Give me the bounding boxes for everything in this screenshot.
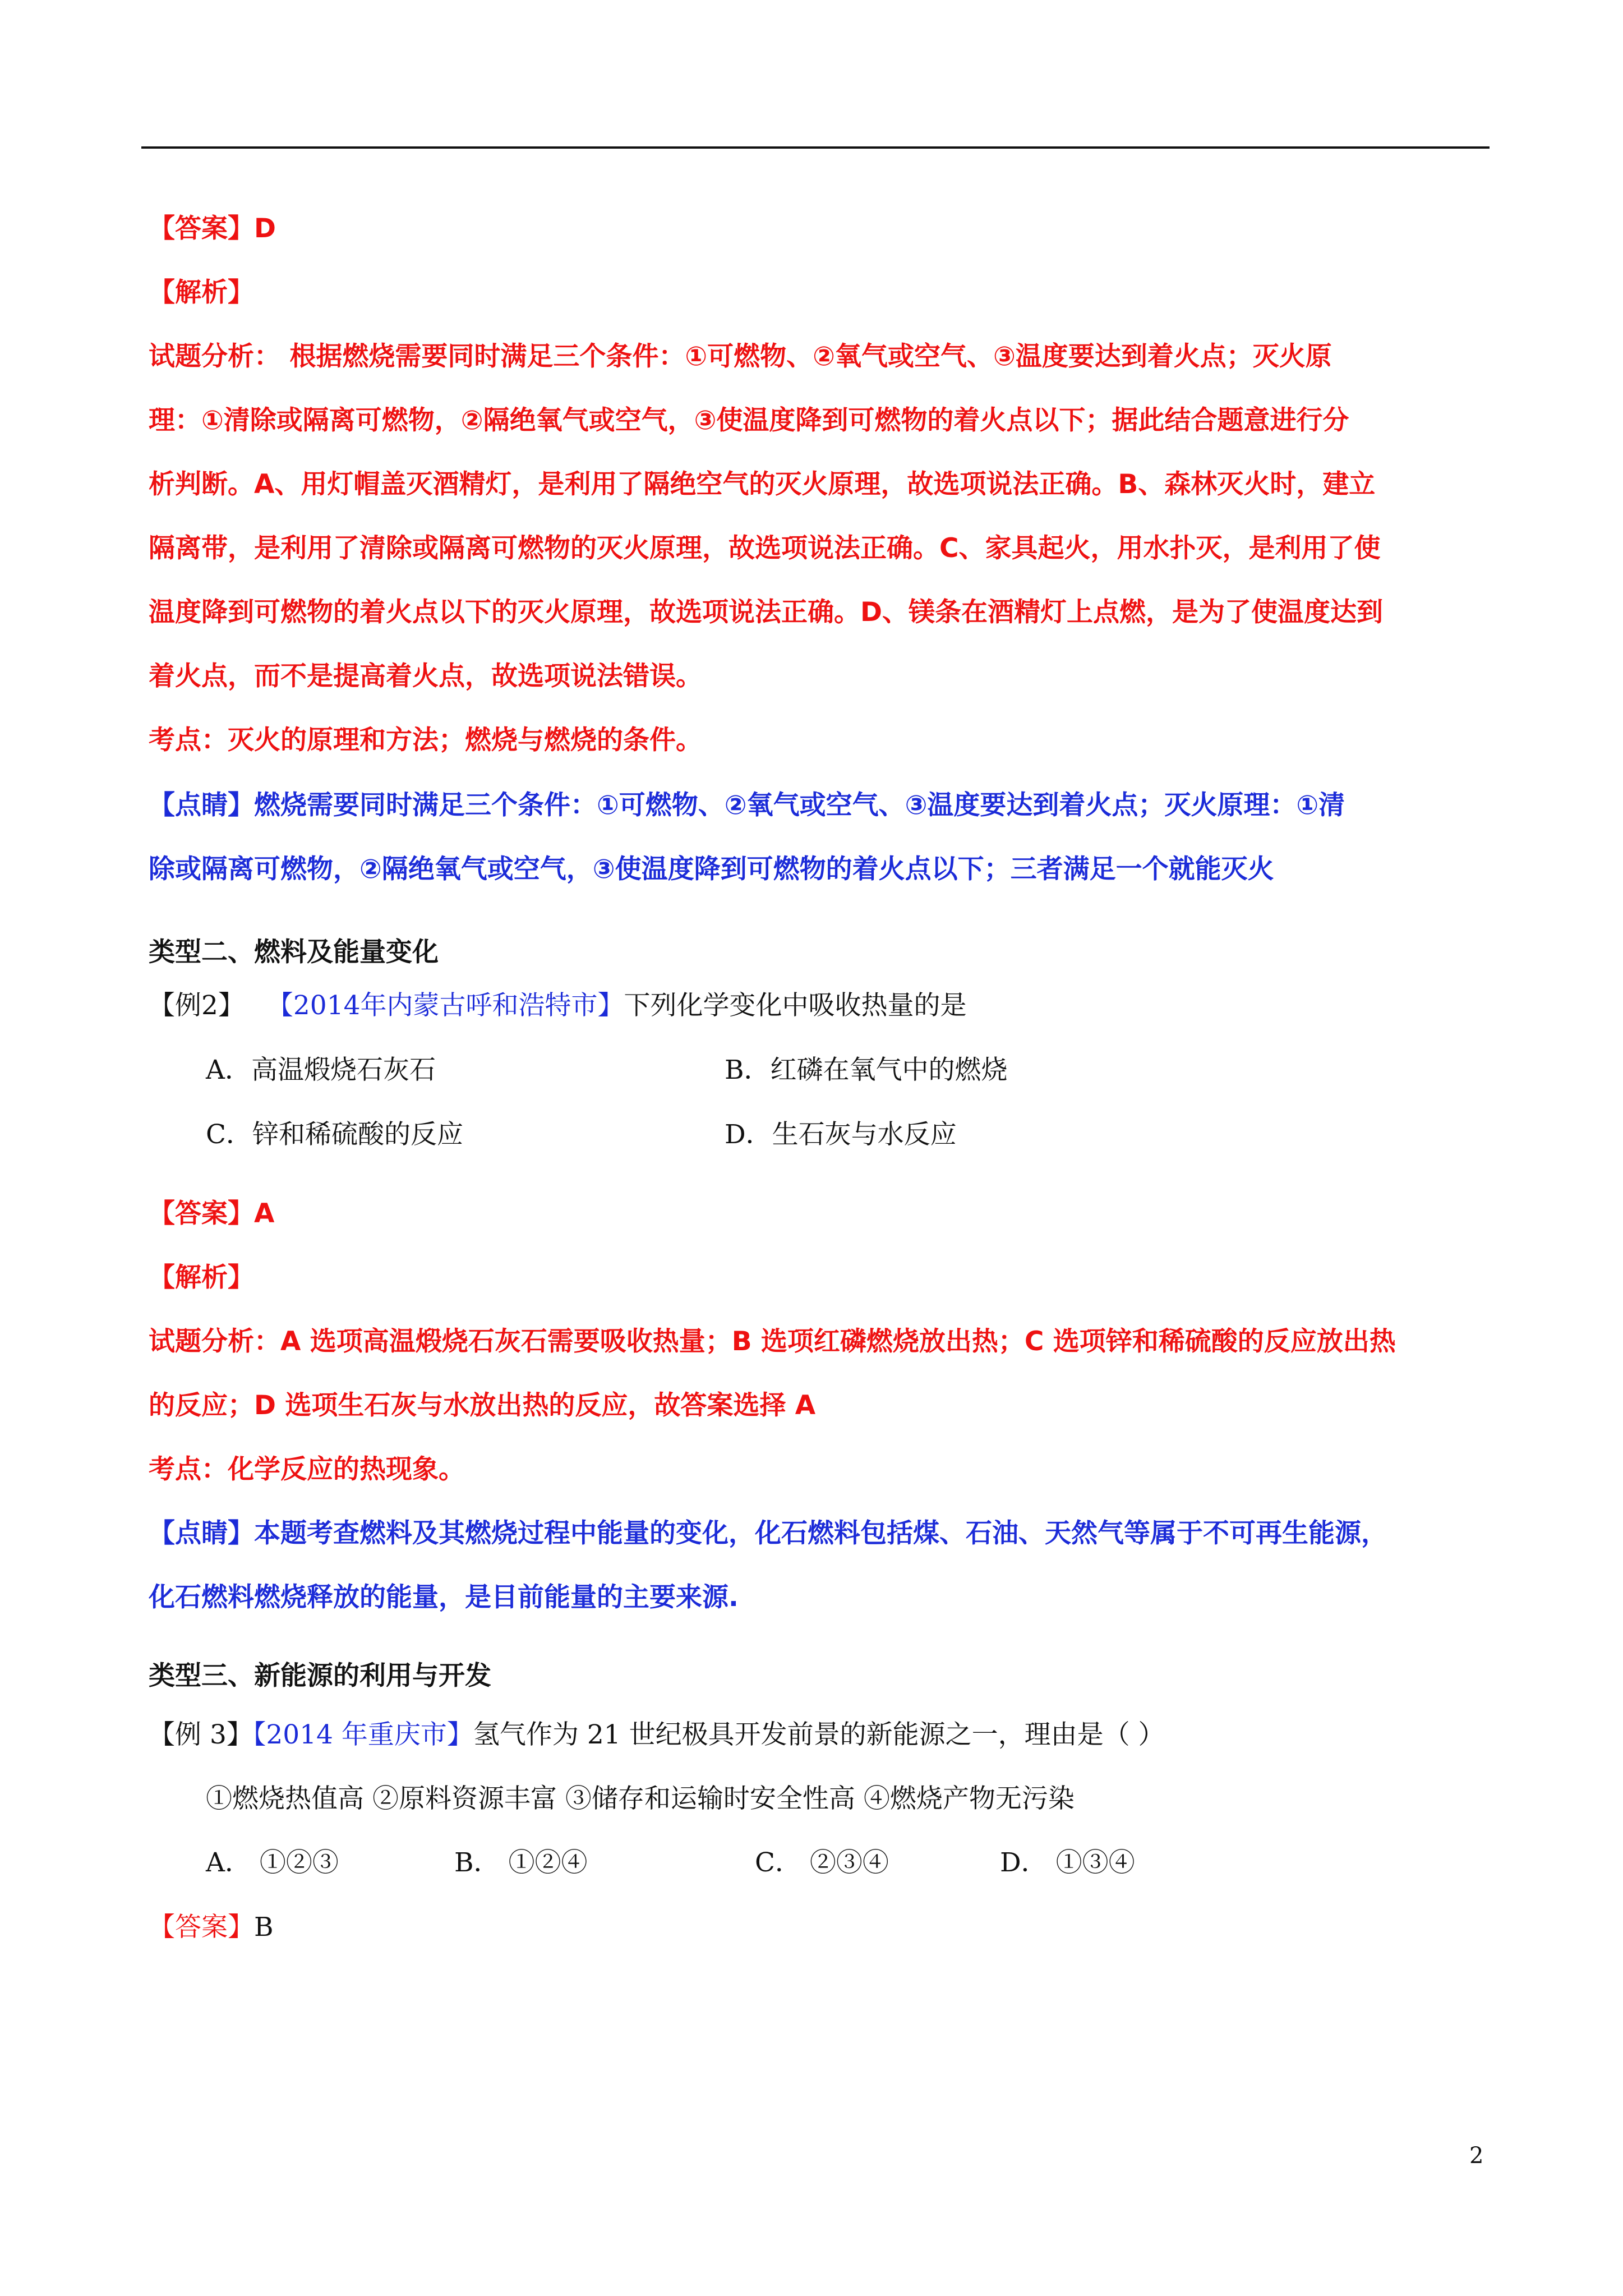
ex3-source: 【2014 年重庆市】 xyxy=(252,1719,473,1750)
ex2-analysis-label: 【解析】 xyxy=(149,1262,254,1293)
ex3-label: 【例 3】 xyxy=(149,1719,253,1750)
ex2-answer xyxy=(149,1197,274,1231)
dianjing-text: 本题考查燃料及其燃烧过程中能量的变化，化石燃料包括煤、石油、天然气等属于不可再生能源， xyxy=(254,1518,1387,1549)
ex3-answer xyxy=(149,1911,274,1944)
ex2-option-b: B．红磷在氧气中的燃烧 xyxy=(725,1055,1008,1085)
ex2-label: 【例2】 xyxy=(149,990,245,1021)
answer-label: 【答案】 xyxy=(149,213,254,244)
page-number: 2 xyxy=(1469,2143,1484,2169)
dianjing-label: 【点睛】 xyxy=(149,790,254,821)
ex3-option-c: C． ②③④ xyxy=(755,1847,889,1878)
ex1-kaodian: 考点：灭火的原理和方法；燃烧与燃烧的条件。 xyxy=(149,725,702,756)
ex3-items: ①燃烧热值高 ②原料资源丰富 ③储存和运输时安全性高 ④燃烧产物无污染 xyxy=(206,1783,1075,1814)
ex1-dianjing xyxy=(149,789,1345,822)
answer-label: 【答案】 xyxy=(149,1912,254,1943)
ex2-analysis-line: 试题分析：A 选项高温煅烧石灰石需要吸收热量；B 选项红磷燃烧放出热；C 选项锌和稀硫酸的反应放出热 xyxy=(149,1326,1396,1357)
ex1-analysis-line: 析判断。A、用灯帽盖灭酒精灯，是利用了隔绝空气的灭火原理，故选项说法正确。B、森林灭火时，建立 xyxy=(149,469,1376,500)
answer-value: D xyxy=(254,213,276,244)
ex1-analysis-line: 温度降到可燃物的着火点以下的灭火原理，故选项说法正确。D、镁条在酒精灯上点燃，是为了使温度达到 xyxy=(149,597,1384,628)
ex1-analysis-line: 隔离带，是利用了清除或隔离可燃物的灭火原理，故选项说法正确。C、家具起火，用水扑灭，是利用了使 xyxy=(149,533,1381,564)
ex3-option-d: D． ①③④ xyxy=(1000,1847,1135,1878)
ex3-option-a: A． ①②③ xyxy=(206,1847,339,1878)
section2-heading: 类型二、燃料及能量变化 xyxy=(149,937,439,968)
dianjing-label: 【点睛】 xyxy=(149,1518,254,1549)
answer-value: B xyxy=(254,1912,274,1943)
ex2-option-d: D．生石灰与水反应 xyxy=(725,1119,957,1150)
ex1-analysis-label: 【解析】 xyxy=(149,277,254,308)
ex2-dianjing-line: 化石燃料燃烧释放的能量，是目前能量的主要来源. xyxy=(149,1582,739,1613)
ex2-question-text: 下列化学变化中吸收热量的是 xyxy=(624,990,967,1021)
ex1-dianjing-line: 除或隔离可燃物，②隔绝氧气或空气，③使温度降到可燃物的着火点以下；三者满足一个就能灭火 xyxy=(149,854,1274,885)
ex3-question-text: 氢气作为 21 世纪极具开发前景的新能源之一，理由是（ ） xyxy=(473,1719,1165,1750)
section3-heading: 类型三、新能源的利用与开发 xyxy=(149,1660,491,1691)
ex2-source: 【2014年内蒙古呼和浩特市】 xyxy=(266,990,624,1021)
header-rule xyxy=(141,146,1490,149)
answer-value: A xyxy=(254,1198,275,1229)
ex3-question xyxy=(149,1718,1165,1752)
ex1-analysis-line: 理：①清除或隔离可燃物，②隔绝氧气或空气，③使温度降到可燃物的着火点以下；据此结合题意进行分 xyxy=(149,405,1349,436)
ex2-option-c: C．锌和稀硫酸的反应 xyxy=(206,1119,463,1150)
dianjing-text: 燃烧需要同时满足三个条件：①可燃物、②氧气或空气、③温度要达到着火点；灭火原理：①清 xyxy=(254,790,1345,821)
ex2-analysis-line: 的反应；D 选项生石灰与水放出热的反应，故答案选择 A xyxy=(149,1390,816,1421)
ex1-analysis-line: 试题分析： 根据燃烧需要同时满足三个条件：①可燃物、②氧气或空气、③温度要达到着火点；灭火原 xyxy=(149,341,1332,372)
ex2-kaodian: 考点：化学反应的热现象。 xyxy=(149,1454,465,1485)
ex1-analysis-line: 着火点，而不是提高着火点，故选项说法错误。 xyxy=(149,661,702,692)
ex2-option-a: A．高温煅烧石灰石 xyxy=(206,1055,436,1085)
ex2-question xyxy=(149,989,967,1023)
ex1-answer xyxy=(149,212,276,246)
answer-label: 【答案】 xyxy=(149,1198,254,1229)
ex3-option-b: B． ①②④ xyxy=(454,1847,588,1878)
ex2-dianjing xyxy=(149,1517,1387,1550)
